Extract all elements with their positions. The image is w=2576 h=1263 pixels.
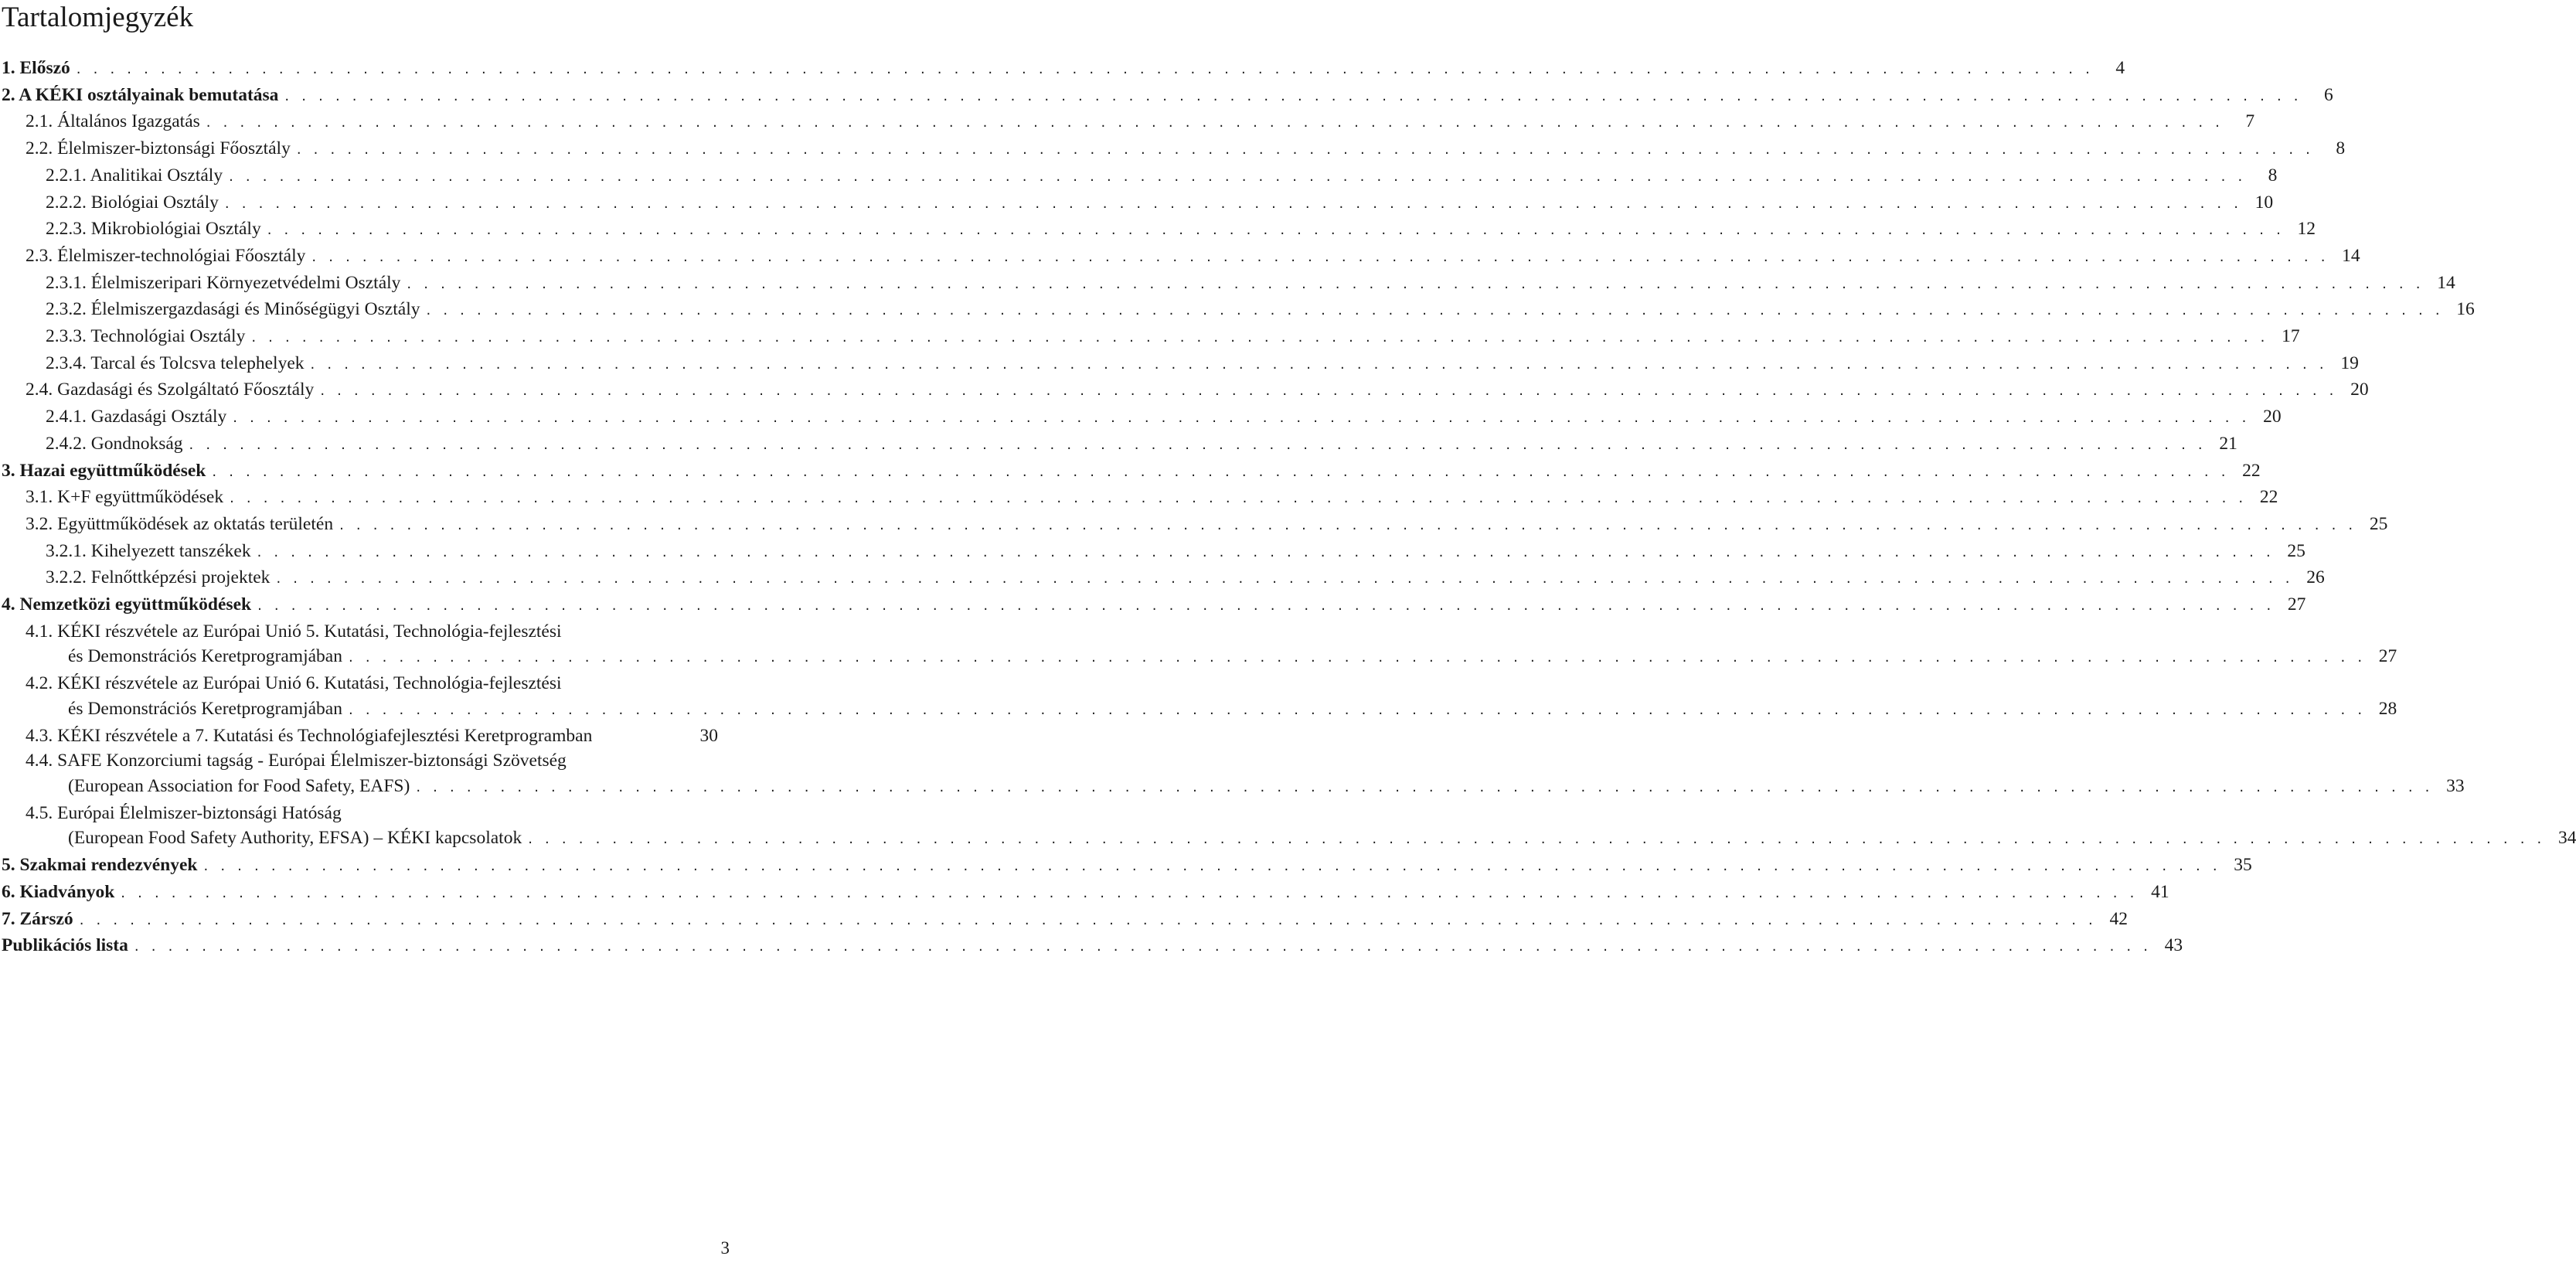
dot-leader: . . . . . . . . . . . . . . . . . . . . . . . . . . . . . . . . . . . . . . . . . . . . . . . . . . . . . . . . . . . . . . . . . . . . . . . . . . . . . . . . . . . . . . . . . . . . . . . . . . . . . . . . . . . . . . . . . . . . . . . . [229, 168, 2247, 185]
toc-entry[interactable] [2, 853, 2252, 880]
toc-entry-page-number: 17 [2282, 326, 2300, 347]
toc-entry-page-number: 43 [2164, 935, 2183, 956]
toc-entry-page-number: 16 [2456, 299, 2475, 320]
toc-entry-row [2, 880, 2169, 907]
dot-leader: . . . . . . . . . . . . . . . . . . . . . . . . . . . . . . . . . . . . . . . . . . . . . . . . . . . . . . . . . . . . . . . . . . . . . . . . . . . . . . . . . . . . . . . . . . . . . . . . . . . . . . . . . . . . . . . . . . . . . . . . [212, 463, 2230, 480]
dot-leader: . . . . . . . . . . . . . . . . . . . . . . . . . . . . . . . . . . . . . . . . . . . . . . . . . . . . . . . . . . . . . . . . . . . . . . . . . . . . . . . . . . . . . . . . . . . . . . . . . . . . . . . . . . . . . . . . . . . . . . . . [79, 911, 2097, 928]
toc-entry-row [2, 216, 2316, 243]
toc-entry-label: 3.2. Együttműködések az oktatás területén [26, 513, 334, 534]
toc-entry-row [2, 324, 2300, 351]
dot-leader: . . . . . . . . . . . . . . . . . . . . . . . . . . . . . . . . . . . . . . . . . . . . . . . . . . . . . . . . . . . . . . . . . . . . . . . . . . . . . . . . . . . . . . . . . . . . . . . . . . . . . . . . . . . . . . . . . . . . . . . . [134, 938, 2152, 955]
toc-entry-label: 2.3.1. Élelmiszeripari Környezetvédelmi Osztály [46, 272, 401, 293]
toc-entry-page-number: 41 [2151, 881, 2169, 902]
toc-entry-label-continuation: és Demonstrációs Keretprogramjában [68, 646, 342, 667]
toc-entry-page-number: 25 [2287, 540, 2305, 561]
dot-leader: . . . . . . . . . . . . . . . . . . . . . . . . . . . . . . . . . . . . . . . . . . . . . . . . . . . . . . . . . . . . . . . . . . . . . . . . . . . . . . . . . . . . . . . . . . . . . . . . . . . . . . . . . . . . . . . . . . . . . . . . [121, 884, 2139, 901]
dot-leader: . . . . . . . . . . . . . . . . . . . . . . . . . . . . . . . . . . . . . . . . . . . . . . . . . . . . . . . . . . . . . . . . . . . . . . . . . . . . . . . . . . . . . . . . . . . . . . . . . . . . . . . . . . . . . . . . . . . . . . . . [348, 701, 2367, 718]
toc-entry-page-number: 34 [2557, 828, 2576, 849]
toc-entry[interactable] [2, 404, 2282, 431]
toc-entry-row [2, 774, 2465, 801]
dot-leader: . . . . . . . . . . . . . . . . . . . . . . . . . . . . . . . . . . . . . . . . . . . . . . . . . . . . . . . . . . . . . . . . . . . . . . . . . . . . . . . . . . . . . . . . . . . . . . . . . . . . . . . . . . . . . . . . . . . . . . . . [76, 61, 2094, 77]
toc-entry-row [2, 853, 2252, 880]
toc-entry-page-number: 20 [2350, 380, 2369, 400]
toc-entry[interactable] [2, 56, 2125, 83]
toc-entry-label: 2.4.1. Gazdasági Osztály [46, 407, 227, 427]
dot-leader: . . . . . . . . . . . . . . . . . . . . . . . . . . . . . . . . . . . . . . . . . . . . . . . . . . . . . . . . . . . . . . . . . . . . . . . . . . . . . . . . . . . . . . . . . . . . . . . . . . . . . . . . . . . . . . . . . . . . . . . . [276, 570, 2294, 587]
toc-entry[interactable] [2, 216, 2316, 243]
toc-entry-page-number: 33 [2446, 775, 2465, 796]
toc-entry-row [2, 243, 2360, 271]
toc-entry-page-number: 6 [2323, 84, 2333, 105]
dot-leader: . . . . . . . . . . . . . . . . . . . . . . . . . . . . . . . . . . . . . . . . . . . . . . . . . . . . . . . . . . . . . . . . . . . . . . . . . . . . . . . . . . . . . . . . . . . . . . . . . . . . . . . . . . . . . . . . . . . . . . . . [230, 490, 2248, 507]
toc-entry-label: 2.3. Élelmiszer-technológiai Főosztály [26, 245, 306, 266]
toc-entry-row [2, 163, 2278, 190]
dot-leader: . . . . . . . . . . . . . . . . . . . . . . . . . . . . . . . . . . . . . . . . . . . . . . . . . . . . . . . . . . . . . . . . . . . . . . . . . . . . . . . . . . . . . . . . . . . . . . . . . . . . . . . . . . . . . . . . . . . . . . . . [407, 275, 2425, 292]
toc-entry-page-number: 22 [2242, 460, 2261, 481]
dot-leader: . . . . . . . . . . . . . . . . . . . . . . . . . . . . . . . . . . . . . . . . . . . . . . . . . . . . . . . . . . . . . . . . . . . . . . . . . . . . . . . . . . . . . . . . . . . . . . . . . . . . . . . . . . . . . . . . . . . . . . . . [251, 329, 2269, 346]
toc-entry-label: 3. Hazai együttműködések [2, 460, 206, 481]
toc-entry-page-number: 14 [2437, 272, 2455, 293]
toc-entry[interactable] [2, 880, 2169, 907]
dot-leader: . . . . . . . . . . . . . . . . . . . . . . . . . . . . . . . . . . . . . . . . . . . . . . . . . . . . . . . . . . . . . . . . . . . . . . . . . . . . . . . . . . . . . . . . . . . . . . . . . . . . . . . . . . . . . . . . . . . . . . . . [206, 114, 2224, 131]
toc-entry[interactable] [2, 377, 2369, 404]
toc-entry-page-number: 12 [2297, 219, 2316, 240]
dot-leader: . . . . . . . . . . . . . . . . . . . . . . . . . . . . . . . . . . . . . . . . . . . . . . . . . . . . . . . . . . . . . . . . . . . . . . . . . . . . . . . . . . . . . . . . . . . . . . . . . . . . . . . . . . . . . . . . . . . . . . . . [416, 778, 2434, 795]
toc-entry-row [2, 83, 2333, 110]
toc-entry[interactable] [2, 933, 2183, 960]
toc-entry-label: 4. Nemzetközi együttműködések [2, 594, 252, 615]
toc-entry-page-number: 27 [2378, 646, 2397, 667]
dot-leader: . . . . . . . . . . . . . . . . . . . . . . . . . . . . . . . . . . . . . . . . . . . . . . . . . . . . . . . . . . . . . . . . . . . . . . . . . . . . . . . . . . . . . . . . . . . . . . . . . . . . . . . . . . . . . . . . . . . . . . . . [296, 141, 2315, 158]
toc-entry[interactable] [2, 512, 2388, 539]
toc-entry-label: 2.3.4. Tarcal és Tolcsva telephelyek [46, 352, 305, 373]
toc-entry-label: 3.2.2. Felnőttképzési projektek [46, 567, 271, 588]
toc-entry-page-number: 25 [2369, 513, 2388, 534]
toc-entry[interactable] [2, 109, 2255, 136]
toc-entry-row [2, 565, 2325, 592]
toc-entry-label-continuation: (European Association for Food Safety, EAFS) [68, 775, 410, 796]
dot-leader: . . . . . . . . . . . . . . . . . . . . . . . . . . . . . . . . . . . . . . . . . . . . . . . . . . . . . . . . . . . . . . . . . . . . . . . . . . . . . . . . . . . . . . . . . . . . . . . . . . . . . . . . . . . . . . . . . . . . . . . . [339, 516, 2357, 533]
toc-entry-page-number: 4 [2115, 58, 2125, 78]
toc-entry[interactable] [2, 243, 2360, 271]
toc-entry-row [2, 644, 2397, 671]
toc-entry-row [2, 271, 2455, 298]
toc-entry-row [2, 907, 2128, 934]
dot-leader: . . . . . . . . . . . . . . . . . . . . . . . . . . . . . . . . . . . . . . . . . . . . . . . . . . . . . . . . . . . . . . . . . . . . . . . . . . . . . . . . . . . . . . . . . . . . . . . . . . . . . . . . . . . . . . . . . . . . . . . . [233, 410, 2251, 427]
toc-entry[interactable] [2, 723, 718, 749]
dot-leader: . . . . . . . . . . . . . . . . . . . . . . . . . . . . . . . . . . . . . . . . . . . . . . . . . . . . . . . . . . . . . . . . . . . . . . . . . . . . . . . . . . . . . . . . . . . . . . . . . . . . . . . . . . . . . . . . . . . . . . . . [267, 222, 2285, 239]
toc-entry[interactable] [2, 801, 2576, 853]
toc-entry-row [2, 723, 718, 749]
toc-entry-page-number: 21 [2219, 433, 2237, 454]
toc-entry-label: 3.2.1. Kihelyezett tanszékek [46, 540, 251, 561]
toc-entry-label: 4.4. SAFE Konzorciumi tagság - Európai Élelmiszer-biztonsági Szövetség [26, 751, 567, 771]
toc-entry[interactable] [2, 136, 2346, 163]
toc-entry-label: 2.3.3. Technológiai Osztály [46, 326, 246, 347]
toc-entry-page-number: 22 [2259, 487, 2278, 508]
toc-entry-label-continuation: és Demonstrációs Keretprogramjában [68, 698, 342, 719]
table-of-contents [2, 56, 2576, 960]
toc-entry-label-continuation: (European Food Safety Authority, EFSA) – KÉKI kapcsolatok [68, 828, 522, 849]
toc-entry-label: 2.2. Élelmiszer-biztonsági Főosztály [26, 138, 291, 159]
toc-entry[interactable] [2, 83, 2333, 110]
toc-entry-row [2, 933, 2183, 960]
toc-entry-page-number: 10 [2254, 192, 2274, 213]
toc-entry-label: 6. Kiadványok [2, 881, 115, 902]
dot-leader: . . . . . . . . . . . . . . . . . . . . . . . . . . . . . . . . . . . . . . . . . . . . . . . . . . . . . . . . . . . . . . . . . . . . . . . . . . . . . . . . . . . . . . . . . . . . . . . . . . . . . . . . . . . . . . . . . . . . . . . . [257, 543, 2275, 560]
toc-entry-label: 2.2.1. Analitikai Osztály [46, 165, 223, 186]
page-number: 3 [720, 1238, 730, 1258]
toc-entry[interactable] [2, 748, 2465, 800]
toc-entry-label: 2.4. Gazdasági és Szolgáltató Főosztály [26, 380, 315, 400]
toc-entry-label: Publikációs lista [2, 935, 128, 956]
toc-entry-page-number: 28 [2378, 698, 2397, 719]
toc-entry-row [2, 136, 2346, 163]
toc-entry[interactable] [2, 271, 2455, 298]
dot-leader: . . . . . . . . . . . . . . . . . . . . . . . . . . . . . . . . . . . . . . . . . . . . . . . . . . . . . . . . . . . . . . . . . . . . . . . . . . . . . . . . . . . . . . . . . . . . . . . . . . . . . . . . . . . . . . . . . . . . . . . . [310, 356, 2328, 373]
toc-entry[interactable] [2, 431, 2237, 458]
dot-leader: . . . . . . . . . . . . . . . . . . . . . . . . . . . . . . . . . . . . . . . . . . . . . . . . . . . . . . . . . . . . . . . . . . . . . . . . . . . . . . . . . . . . . . . . . . . . . . . . . . . . . . . . . . . . . . . . . . . . . . . . [257, 597, 2275, 614]
toc-entry-row [2, 109, 2255, 136]
toc-entry-label: 2.2.2. Biológiai Osztály [46, 192, 219, 213]
toc-entry-label: 3.1. K+F együttműködések [26, 487, 224, 508]
dot-leader: . . . . . . . . . . . . . . . . . . . . . . . . . . . . . . . . . . . . . . . . . . . . . . . . . . . . . . . . . . . . . . . . . . . . . . . . . . . . . . . . . . . . . . . . . . . . . . . . . . . . . . . . . . . . . . . . . . . . . . . . [528, 831, 2546, 848]
dot-leader: . . . . . . . . . . . . . . . . . . . . . . . . . . . . . . . . . . . . . . . . . . . . . . . . . . . . . . . . . . . . . . . . . . . . . . . . . . . . . . . . . . . . . . . . . . . . . . . . . . . . . . . . . . . . . . . . . . . . . . . . [320, 383, 2338, 400]
toc-entry-label: 4.3. KÉKI részvétele a 7. Kutatási és Technológiafejlesztési Keretprogramban [26, 725, 593, 746]
toc-entry-row [2, 592, 2306, 619]
toc-entry[interactable] [2, 458, 2261, 485]
dot-leader: . . . . . . . . . . . . . . . . . . . . . . . . . . . . . . . . . . . . . . . . . . . . . . . . . . . . . . . . . . . . . . . . . . . . . . . . . . . . . . . . . . . . . . . . . . . . . . . . . . . . . . . . . . . . . . . . . . . . . . . . [426, 302, 2444, 319]
toc-entry-row [2, 826, 2576, 853]
toc-entry[interactable] [2, 671, 2397, 723]
toc-entry-row [2, 539, 2305, 566]
dot-leader: . . . . . . . . . . . . . . . . . . . . . . . . . . . . . . . . . . . . . . . . . . . . . . . . . . . . . . . . . . . . . . . . . . . . . . . . . . . . . . . . . . . . . . . . . . . . . . . . . . . . . . . . . . . . . . . . . . . . . . . . [348, 649, 2367, 666]
toc-entry-row [2, 56, 2125, 83]
toc-entry-row [2, 512, 2388, 539]
toc-entry-label: 5. Szakmai rendezvények [2, 855, 198, 876]
toc-entry-page-number: 35 [2234, 855, 2252, 876]
toc-entry[interactable] [2, 539, 2305, 566]
toc-entry-row [2, 297, 2475, 324]
toc-entry-label: 4.5. Európai Élelmiszer-biztonsági Hatóság [26, 802, 342, 823]
toc-entry-row [2, 485, 2278, 512]
toc-entry[interactable] [2, 190, 2274, 217]
dot-leader: . . . . . . . . . . . . . . . . . . . . . . . . . . . . . . . . . . . . . . . . . . . . . . . . . . . . . . . . . . . . . . . . . . . . . . . . . . . . . . . . . . . . . . . . . . . . . . . . . . . . . . . . . . . . . . . . . . . . . . . . [189, 436, 2207, 453]
toc-entry-page-number: 19 [2340, 352, 2359, 373]
toc-entry[interactable] [2, 351, 2359, 378]
dot-leader: . . . . . . . . . . . . . . . . . . . . . . . . . . . . . . . . . . . . . . . . . . . . . . . . . . . . . . . . . . . . . . . . . . . . . . . . . . . . . . . . . . . . . . . . . . . . . . . . . . . . . . . . . . . . . . . . . . . . . . . . [224, 195, 2243, 212]
toc-entry-label: 2.4.2. Gondnokság [46, 433, 183, 454]
toc-entry-page-number: 26 [2306, 567, 2325, 588]
dot-leader: . . . . . . . . . . . . . . . . . . . . . . . . . . . . . . . . . . . . . . . . . . . . . . . . . . . . . . . . . . . . . . . . . . . . . . . . . . . . . . . . . . . . . . . . . . . . . . . . . . . . . . . . . . . . . . . . . . . . . . . . [311, 248, 2329, 265]
toc-entry-row [2, 404, 2282, 431]
toc-entry-label: 4.1. KÉKI részvétele az Európai Unió 5. Kutatási, Technológia-fejlesztési [26, 621, 562, 642]
page-title: Tartalomjegyzék [2, 2, 194, 33]
toc-entry-row [2, 377, 2369, 404]
toc-entry[interactable] [2, 485, 2278, 512]
toc-entry-page-number: 30 [699, 725, 718, 746]
toc-entry-page-number: 20 [2263, 407, 2282, 427]
toc-entry-page-number: 8 [2268, 165, 2278, 186]
toc-entry-label: 2. A KÉKI osztályainak bemutatása [2, 84, 279, 105]
toc-entry-page-number: 8 [2336, 138, 2346, 159]
toc-entry-page-number: 42 [2109, 908, 2128, 929]
toc-entry[interactable] [2, 297, 2475, 324]
toc-entry-label: 2.3.2. Élelmiszergazdasági és Minőségügyi Osztály [46, 299, 420, 320]
dot-leader: . . . . . . . . . . . . . . . . . . . . . . . . . . . . . . . . . . . . . . . . . . . . . . . . . . . . . . . . . . . . . . . . . . . . . . . . . . . . . . . . . . . . . . . . . . . . . . . . . . . . . . . . . . . . . . . . . . . . . . . . [203, 858, 2221, 875]
toc-entry-label: 7. Zárszó [2, 908, 73, 929]
toc-entry[interactable] [2, 565, 2325, 592]
toc-entry[interactable] [2, 324, 2300, 351]
toc-entry[interactable] [2, 619, 2397, 671]
toc-entry-label: 2.1. Általános Igazgatás [26, 111, 200, 132]
toc-entry-row [2, 351, 2359, 378]
dot-leader: . . . . . . . . . . . . . . . . . . . . . . . . . . . . . . . . . . . . . . . . . . . . . . . . . . . . . . . . . . . . . . . . . . . . . . . . . . . . . . . . . . . . . . . . . . . . . . . . . . . . . . . . . . . . . . . . . . . . . . . . [284, 87, 2302, 104]
toc-entry-row [2, 431, 2237, 458]
toc-entry-row [2, 190, 2274, 217]
toc-entry-row [2, 458, 2261, 485]
toc-entry-label: 4.2. KÉKI részvétele az Európai Unió 6. Kutatási, Technológia-fejlesztési [26, 673, 562, 694]
toc-entry-row [2, 696, 2397, 723]
toc-entry-page-number: 27 [2287, 594, 2306, 615]
toc-entry-label: 1. Előszó [2, 58, 70, 78]
toc-entry[interactable] [2, 163, 2278, 190]
toc-entry[interactable] [2, 907, 2128, 934]
toc-entry[interactable] [2, 592, 2306, 619]
toc-entry-label: 2.2.3. Mikrobiológiai Osztály [46, 219, 261, 240]
toc-entry-page-number: 7 [2245, 111, 2255, 132]
toc-entry-page-number: 14 [2342, 245, 2360, 266]
